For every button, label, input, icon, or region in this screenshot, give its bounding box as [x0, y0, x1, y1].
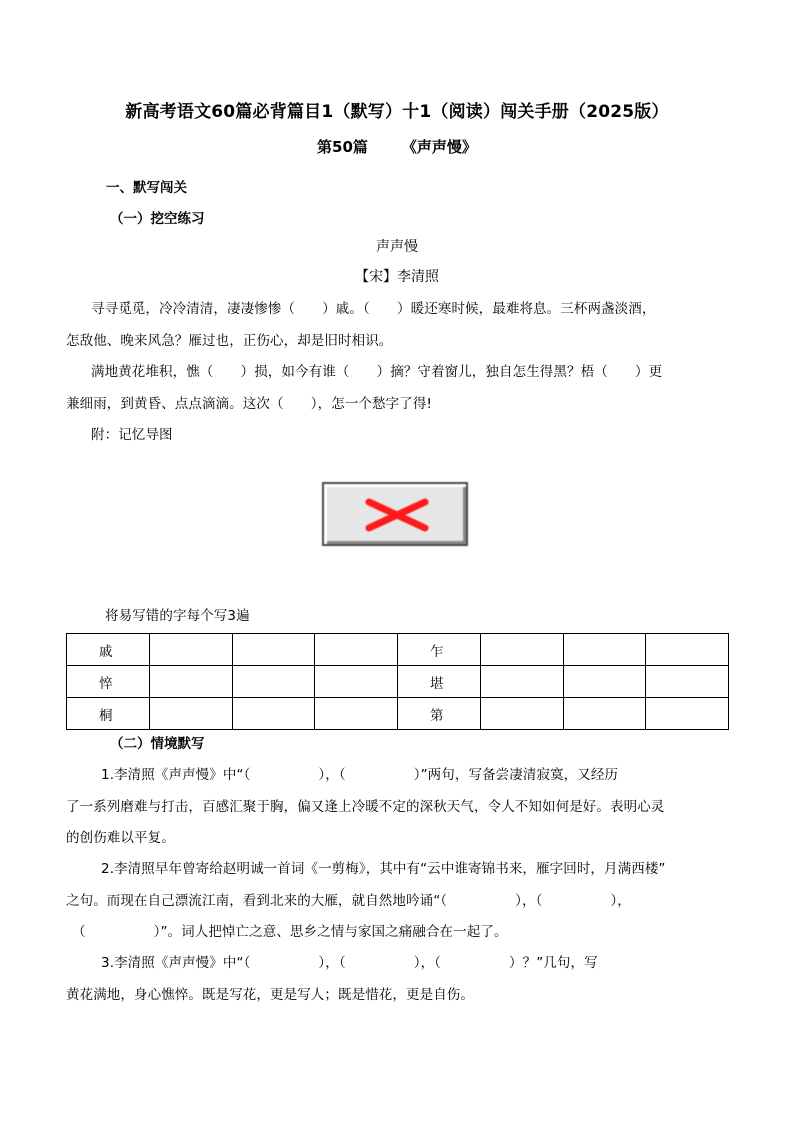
writing-cell[interactable]: [563, 634, 646, 666]
table-row: [67, 634, 729, 666]
writing-cell[interactable]: [646, 698, 729, 730]
table-row: [67, 698, 729, 730]
practice-table: [66, 633, 729, 730]
question-line: 了一系列磨难与打击，百感汇聚于胸，偏又逢上冷暖不定的深秋天气，令人不知如何是好。表明心灵: [66, 799, 665, 815]
writing-cell[interactable]: [149, 698, 232, 730]
question-line: 黄花满地，身心憔悴。既是写花，更是写人；既是惜花，更是自伤。: [66, 987, 474, 1003]
writing-cell[interactable]: [232, 698, 315, 730]
writing-cell[interactable]: [646, 634, 729, 666]
writing-cell[interactable]: [232, 666, 315, 698]
question-line: 的创伤难以平复。: [66, 830, 175, 846]
writing-cell[interactable]: [563, 698, 646, 730]
mind-map-label: 附：记忆导图: [91, 427, 173, 443]
writing-cell[interactable]: [646, 666, 729, 698]
table-cell: 第: [398, 698, 481, 730]
question-line: （ ）”。词人把悼亡之意、思乡之情与家国之痛融合在一起了。: [72, 924, 508, 940]
poem-line: 寻寻觅觅，冷冷清清，凄凄惨惨（ ）戚。（ ）暖还寒时候，最难将息。三杯两盏淡酒，: [91, 301, 656, 317]
poem-name: 《声声慢》: [401, 138, 477, 156]
chapter-heading: [0, 136, 794, 157]
broken-image-icon: [322, 482, 468, 546]
poem-author: 【宋】李清照: [355, 269, 439, 285]
writing-cell[interactable]: [480, 666, 563, 698]
practice-instruction: 将易写错的字每个写3遍: [105, 608, 250, 624]
table-cell: 戚: [67, 634, 150, 666]
poem-title: 声声慢: [376, 239, 418, 255]
question-line: 1.李清照《声声慢》中“（ ），（ ）”两句，写备尝凄清寂寞，又经历: [101, 767, 619, 783]
poem-line: 兼细雨，到黄昏、点点滴滴。这次（ ），怎一个愁字了得!: [66, 396, 432, 412]
section-heading-dictation: 一、默写闯关: [106, 180, 187, 196]
question-line: 2.李清照早年曾寄给赵明诚一首词《一剪梅》，其中有“云中谁寄锦书来，雁字回时，月满西楼”: [101, 861, 666, 877]
table-cell: 乍: [398, 634, 481, 666]
writing-cell[interactable]: [315, 698, 398, 730]
table-cell: 堪: [398, 666, 481, 698]
question-line: 3.李清照《声声慢》中“（ ），（ ），（ ）？”几句，写: [101, 955, 598, 971]
writing-cell[interactable]: [149, 666, 232, 698]
chapter-number: 第50篇: [317, 138, 368, 156]
writing-cell[interactable]: [480, 634, 563, 666]
table-cell: 桐: [67, 698, 150, 730]
document-title: 新高考语文60篇必背篇目1（默写）十1（阅读）闯关手册（2025版）: [125, 102, 669, 122]
poem-line: 满地黄花堆积，憔（ ）损，如今有谁（ ）摘？守着窗儿，独自怎生得黑？梧（ ）更: [91, 364, 663, 380]
table-cell: 悴: [67, 666, 150, 698]
writing-cell[interactable]: [315, 634, 398, 666]
question-line: 之句。而现在自己漂流江南，看到北来的大雁，就自然地吟诵“（ ），（ ），: [66, 893, 631, 909]
poem-line: 怎敌他、晚来风急？雁过也，正伤心，却是旧时相识。: [66, 333, 393, 349]
writing-cell[interactable]: [563, 666, 646, 698]
red-x-icon: [365, 498, 429, 532]
table-row: [67, 666, 729, 698]
writing-cell[interactable]: [232, 634, 315, 666]
subsection-fill-blank: （一）挖空练习: [110, 211, 205, 227]
writing-cell[interactable]: [149, 634, 232, 666]
writing-cell[interactable]: [480, 698, 563, 730]
subsection-context-dictation: （二）情境默写: [110, 736, 205, 752]
writing-cell[interactable]: [315, 666, 398, 698]
